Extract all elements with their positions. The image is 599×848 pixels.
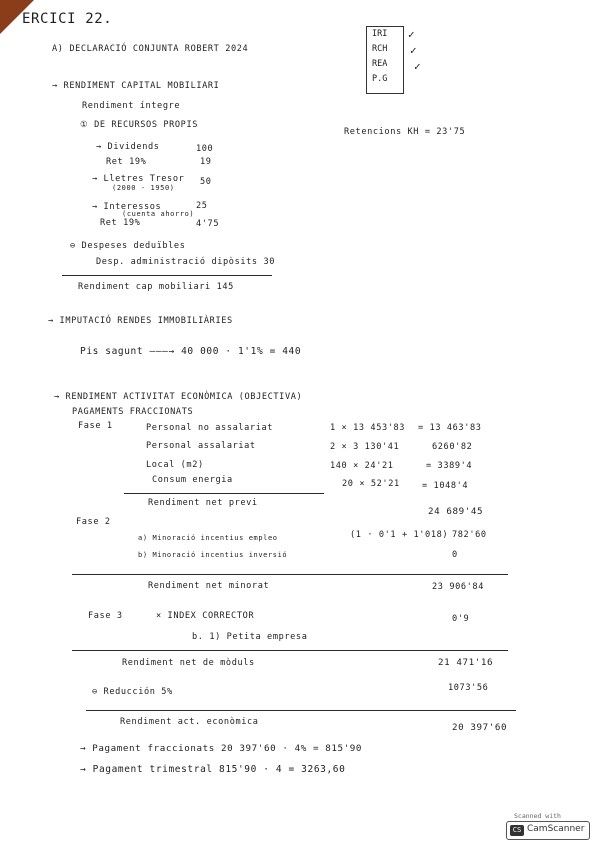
fase1-item-calc: 140 × 24'21	[330, 461, 394, 471]
ret19-label: Ret 19%	[106, 157, 147, 167]
imputacio-title: → IMPUTACIÓ RENDES IMMOBILIÀRIES	[48, 316, 233, 326]
letters-value: 50	[200, 177, 212, 187]
rn-minorat-label: Rendiment net minorat	[148, 581, 270, 591]
pagament-trimestral: → Pagament trimestral 815'90 · 4 = 3263,60	[80, 764, 346, 775]
fase2-b-value: 0	[452, 550, 458, 560]
camscanner-small-text: Scanned with	[514, 812, 561, 820]
checklist-box	[366, 26, 404, 94]
activitat-subtitle: PAGAMENTS FRACCIONATS	[72, 407, 194, 417]
fase1-item-calc: 20 × 52'21	[342, 479, 400, 489]
rn-minorat-value: 23 906'84	[432, 582, 484, 592]
divider	[86, 710, 516, 711]
pagament-fraccionat: → Pagament fraccionats 20 397'60 · 4% = 815'90	[80, 743, 363, 754]
fase3-index-value: 0'9	[452, 614, 470, 624]
dividends-label: → Dividends	[96, 142, 160, 152]
imputacio-line: Pis sagunt ———→ 40 000 · 1'1% = 440	[80, 346, 302, 357]
checklist-item: REA	[372, 59, 388, 69]
section-a-title: A) DECLARACIÓ CONJUNTA ROBERT 2024	[52, 44, 249, 54]
fase1-item-label: Personal assalariat	[146, 441, 256, 451]
fase1-item-result: = 1048'4	[422, 481, 469, 491]
fase1-label: Fase 1	[78, 421, 113, 431]
rcm-total: Rendiment cap mobiliari 145	[78, 282, 234, 292]
checklist-item: IRI	[372, 29, 388, 39]
expenses-label: ⊖ Despeses deduïbles	[70, 241, 186, 251]
fase1-item-result: = 3389'4	[426, 461, 473, 471]
rn-previ-label: Rendiment net previ	[148, 498, 258, 508]
rae-label: Rendiment act. econòmica	[120, 717, 259, 727]
dividends-value: 100	[196, 144, 214, 154]
interest-ret-label: Ret 19%	[100, 218, 141, 228]
fase2-b-label: b) Minoració incentius inversió	[138, 551, 288, 559]
exercise-title: ERCICI 22.	[22, 11, 113, 27]
fase3-label: Fase 3	[88, 611, 123, 621]
fase1-item-result: = 13 463'83	[418, 423, 482, 433]
fase1-item-result: 6260'82	[432, 442, 473, 452]
interest-value: 25	[196, 201, 208, 211]
rcm-retention: Retencions KH = 23'75	[344, 127, 466, 137]
interest-label: → Interessos	[92, 202, 162, 212]
camscanner-icon: CS	[510, 825, 524, 836]
check-mark: ✓	[410, 44, 417, 57]
divider	[72, 650, 508, 651]
reduction-label: ⊖ Reducción 5%	[92, 687, 173, 697]
rae-value: 20 397'60	[452, 722, 508, 733]
fase2-label: Fase 2	[76, 517, 111, 527]
activitat-title: → RENDIMENT ACTIVITAT ECONÒMICA (OBJECTIVA)	[54, 392, 303, 402]
fase2-a-calc: (1 · 0'1 + 1'018)	[350, 530, 449, 540]
interest-ret-value: 4'75	[196, 219, 220, 229]
fase1-item-calc: 2 × 3 130'41	[330, 442, 400, 452]
checklist-item: RCH	[372, 44, 388, 54]
fase3-b: b. 1) Petita empresa	[192, 632, 308, 642]
reduction-value: 1073'56	[448, 683, 489, 693]
rn-moduls-value: 21 471'16	[438, 657, 494, 668]
divider	[72, 574, 508, 575]
divider	[62, 275, 272, 276]
rn-moduls-label: Rendiment net de mòduls	[122, 658, 255, 668]
fase2-a-label: a) Minoració incentius empleo	[138, 534, 278, 542]
fase1-item-label: Consum energia	[152, 475, 233, 485]
divider	[124, 493, 324, 494]
fase1-item-label: Personal no assalariat	[146, 423, 274, 433]
letters-sub: (2000 - 1950)	[112, 184, 175, 192]
fase2-a-value: 782'60	[452, 530, 487, 540]
fase1-item-calc: 1 × 13 453'83	[330, 423, 406, 433]
fase3-index: × INDEX CORRECTOR	[156, 611, 255, 621]
checklist-item: P.G	[372, 74, 388, 84]
rcm-subtitle: Rendiment íntegre	[82, 101, 181, 111]
interest-sub: (cuenta ahorro)	[122, 210, 195, 218]
expenses-detail: Desp. administració dipòsits 30	[96, 257, 275, 267]
camscanner-brand: CamScanner	[527, 824, 585, 834]
letters-label: → Lletres Tresor	[92, 174, 185, 184]
rcm-title: → RENDIMENT CAPITAL MOBILIARI	[52, 81, 220, 91]
rn-previ-value: 24 689'45	[428, 506, 484, 517]
check-mark: ✓	[408, 28, 415, 41]
check-mark: ✓	[414, 60, 421, 73]
ret19-value: 19	[200, 157, 212, 167]
fase1-item-label: Local (m2)	[146, 460, 204, 470]
camscanner-badge	[506, 821, 590, 840]
rcm-item-1: ① DE RECURSOS PROPIS	[80, 120, 199, 130]
